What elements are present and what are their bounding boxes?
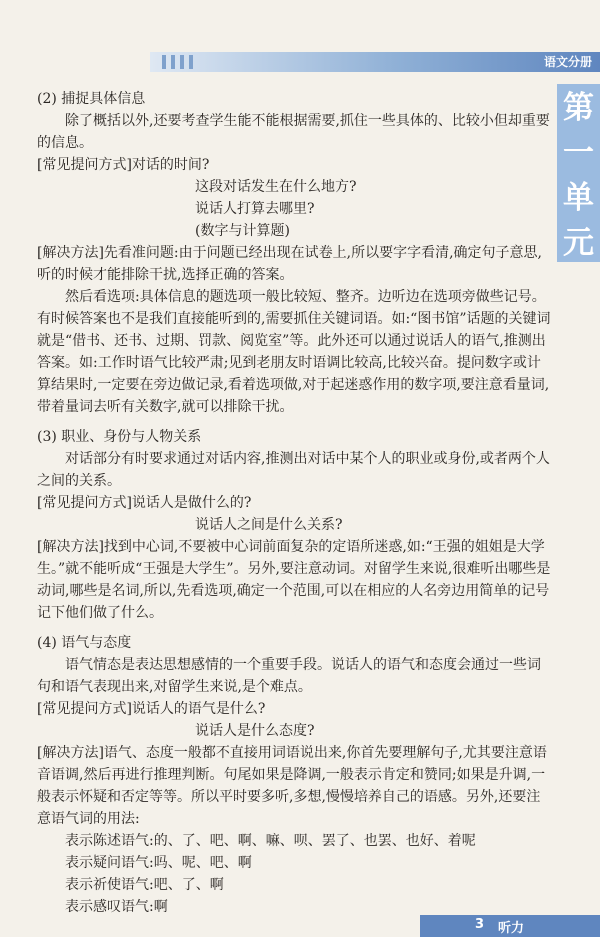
method-paragraph: [解决方法]先看准问题:由于问题已经出现在试卷上,所以要字字看清,确定句子意思,听的时候才能排除干扰,选择正确的答案。 (37, 245, 542, 283)
section-heading: (3) 职业、身份与人物关系 (37, 429, 202, 445)
question-example: 说话人是什么态度? (195, 723, 315, 739)
footer-section-title: 听力 (498, 921, 525, 936)
page-number: 3 (475, 917, 485, 932)
tone-list-item: 表示陈述语气:的、了、吧、啊、嘛、呗、罢了、也罢、也好、着呢 (65, 833, 476, 849)
unit-side-tab (557, 84, 600, 262)
paragraph: 然后看选项:具体信息的题选项一般比较短、整齐。边听边在选项旁做些记号。有时候答案也不是我们直接能听到的,需要抓住关键词语。如:“图书馆”话题的关键词就是“借书、还书、过期、罚款、阅览室”等。此外还可以通过说话人的语气,推测出答案。如:工作时语气比较严肃;见到老朋友时语调比较高,比较兴奋。提问数字或计算结果时,一定要在旁边做记录,看着选项做,对于起迷惑作用的数字项,要注意看量词,带着量词去听有关数字,就可以排除干扰。 (37, 289, 551, 415)
tone-list-item: 表示疑问语气:吗、呢、吧、啊 (65, 855, 252, 871)
side-tab-char: 元 (563, 225, 594, 261)
question-format: [常见提问方式]说话人的语气是什么? (37, 701, 266, 717)
tone-list-item: 表示祈使语气:吧、了、啊 (65, 877, 224, 893)
question-example: (数字与计算题) (195, 223, 290, 239)
question-example: 说话人打算去哪里? (195, 201, 315, 217)
question-format: [常见提问方式]说话人是做什么的? (37, 495, 252, 511)
tone-list-item: 表示感叹语气:啊 (65, 899, 168, 915)
question-format: [常见提问方式]对话的时间? (37, 157, 210, 173)
question-example: 这段对话发生在什么地方? (195, 179, 357, 195)
side-tab-char: 单 (563, 180, 594, 216)
section-label: 语文分册 (543, 55, 592, 69)
page-footer (420, 915, 600, 937)
section-heading: (4) 语气与态度 (37, 635, 132, 651)
side-tab-char: 第 (563, 90, 594, 126)
section-heading: (2) 捕捉具体信息 (37, 91, 146, 107)
side-tab-char: 一 (563, 135, 594, 171)
method-paragraph: [解决方法]语气、态度一般都不直接用词语说出来,你首先要理解句子,尤其要注意语音语调,然后再进行推理判断。句尾如果是降调,一般表示肯定和赞同;如果是升调,一般表示怀疑和否定等等。所以平时要多听,多想,慢慢培养自己的语感。另外,还要注意语气词的用法: (37, 745, 547, 827)
paragraph: 语气情态是表达思想感情的一个重要手段。说话人的语气和态度会通过一些词句和语气表现出来,对留学生来说,是个难点。 (37, 657, 541, 695)
header-ticks (162, 55, 193, 69)
paragraph: 除了概括以外,还要考查学生能不能根据需要,抓住一些具体的、比较小但却重要的信息。 (37, 113, 550, 151)
question-example: 说话人之间是什么关系? (195, 517, 343, 533)
header-bar (150, 52, 600, 72)
paragraph: 对话部分有时要求通过对话内容,推测出对话中某个人的职业或身份,或者两个人之间的关系。 (37, 451, 550, 489)
page-body (37, 88, 551, 918)
method-paragraph: [解决方法]找到中心词,不要被中心词前面复杂的定语所迷惑,如:“王强的姐姐是大学生。”就不能听成“王强是大学生”。另外,要注意动词。对留学生来说,很难听出哪些是动词,哪些是名词,所以,先看选项,确定一个范围,可以在相应的人名旁边用简单的记号记下他们做了什么。 (37, 539, 551, 621)
